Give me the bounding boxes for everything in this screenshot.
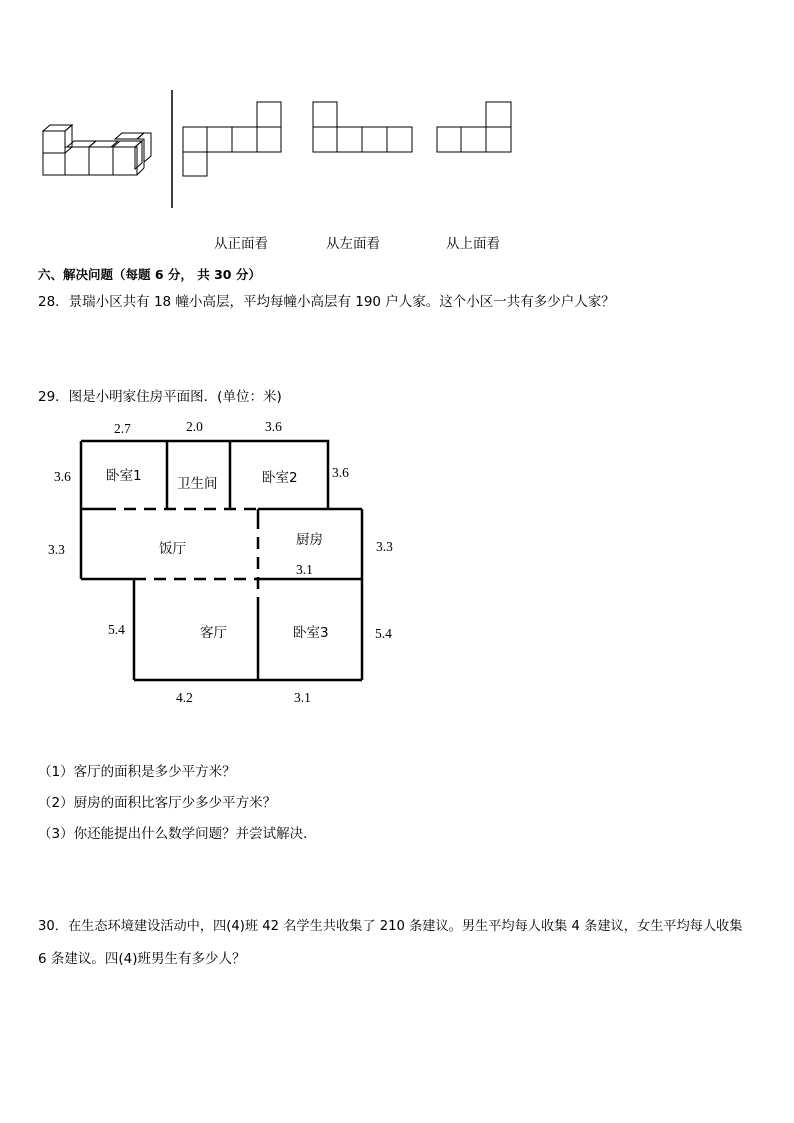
question-29-sub3: （3）你还能提出什么数学问题？并尝试解决． [38, 826, 317, 842]
front-view-label: 从正面看 [214, 236, 268, 252]
dim-bottom-living: 4.2 [176, 690, 193, 705]
dim-right-bedroom2: 3.6 [332, 465, 349, 480]
dim-top-bedroom1: 2.7 [114, 421, 131, 436]
question-30-line1: 30．在生态环境建设活动中，四(4)班 42 名学生共收集了 210 条建议。男生平均每人收集 4 条建议，女生平均每人收集 [38, 919, 743, 934]
question-28: 28．景瑞小区共有 18 幢小高层，平均每幢小高层有 190 户人家。这个小区一共有多少户人家？ [38, 294, 615, 310]
dim-left-bedroom1: 3.6 [54, 469, 71, 484]
dim-right-bedroom3: 5.4 [375, 626, 392, 641]
dim-top-bathroom: 2.0 [186, 419, 203, 434]
room-bedroom2: 卧室2 [262, 470, 298, 486]
question-30-line2: 6 条建议。四(4)班男生有多少人？ [38, 951, 246, 967]
dim-kitchen-bottom: 3.1 [296, 562, 313, 577]
room-kitchen: 厨房 [296, 532, 323, 548]
left-view-label: 从左面看 [326, 236, 380, 252]
room-bedroom1: 卧室1 [106, 468, 142, 484]
dim-bottom-bedroom3: 3.1 [294, 690, 311, 705]
section-heading: 六、解决问题（每题 6 分， 共 30 分） [38, 267, 261, 282]
question-29-sub2: （2）厨房的面积比客厅少多少平方米？ [38, 795, 277, 811]
question-29: 29．图是小明家住房平面图．(单位：米) [38, 389, 282, 405]
room-dining: 饭厅 [159, 541, 186, 557]
top-view-label: 从上面看 [446, 236, 500, 252]
dim-top-bedroom2: 3.6 [265, 419, 282, 434]
room-living: 客厅 [200, 625, 227, 641]
dim-left-dining: 3.3 [48, 542, 65, 557]
room-bathroom: 卫生间 [177, 476, 218, 492]
room-bedroom3: 卧室3 [293, 625, 329, 641]
dim-left-living: 5.4 [108, 622, 125, 637]
dim-right-kitchen: 3.3 [376, 539, 393, 554]
question-29-sub1: （1）客厅的面积是多少平方米？ [38, 764, 236, 780]
